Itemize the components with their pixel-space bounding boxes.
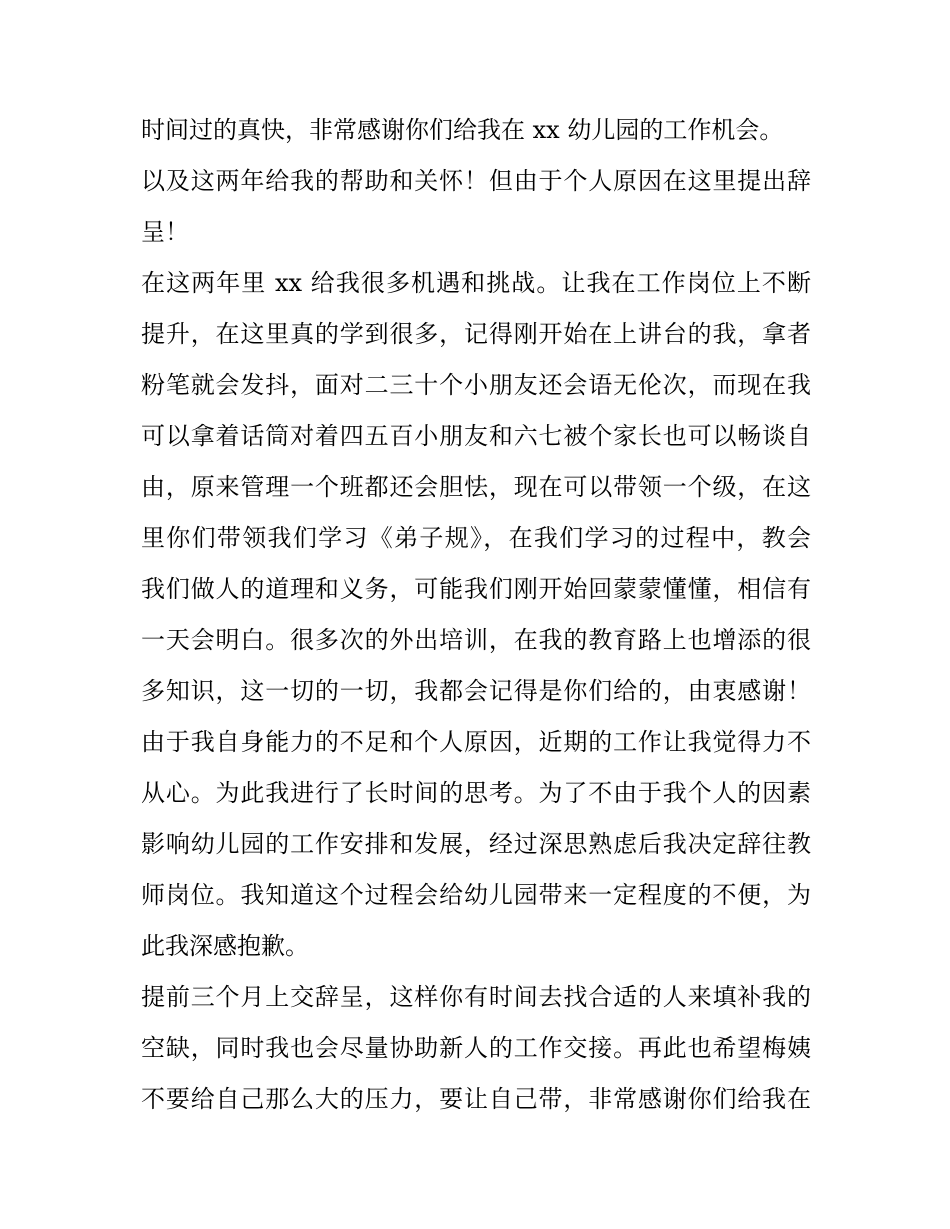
text-line-2: 以及这两年给我的帮助和关怀！但由于个人原因在这里提出辞 (141, 167, 811, 195)
text-line-19: 空缺，同时我也会尽量协助新人的工作交接。再此也希望梅姨 (141, 1034, 811, 1062)
text-line-14: 从心。为此我进行了长时间的思考。为了不由于我个人的因素 (141, 779, 811, 807)
text-line-5: 提升，在这里真的学到很多，记得刚开始在上讲台的我，拿者 (141, 320, 811, 348)
text-line-8: 由，原来管理一个班都还会胆怯，现在可以带领一个级，在这 (141, 473, 811, 501)
text-line-16: 师岗位。我知道这个过程会给幼儿园带来一定程度的不便，为 (141, 881, 811, 909)
text-line-18: 提前三个月上交辞呈，这样你有时间去找合适的人来填补我的 (141, 983, 811, 1011)
text-line-10: 我们做人的道理和义务，可能我们刚开始回蒙蒙懂懂，相信有 (141, 575, 811, 603)
letter-body (141, 105, 811, 1125)
text-line-12: 多知识，这一切的一切，我都会记得是你们给的，由衷感谢！ (141, 677, 811, 705)
text-line-11: 一天会明白。很多次的外出培训，在我的教育路上也增添的很 (141, 626, 811, 654)
text-line-20: 不要给自己那么大的压力，要让自己带，非常感谢你们给我在 (141, 1085, 811, 1113)
text-line-6: 粉笔就会发抖，面对二三十个小朋友还会语无伦次，而现在我 (141, 371, 811, 399)
text-line-3: 呈！ (141, 218, 189, 246)
text-line-13: 由于我自身能力的不足和个人原因，近期的工作让我觉得力不 (141, 728, 811, 756)
text-line-17: 此我深感抱歉。 (141, 932, 309, 960)
text-line-9: 里你们带领我们学习《弟子规》，在我们学习的过程中，教会 (141, 524, 811, 552)
text-line-15: 影响幼儿园的工作安排和发展，经过深思熟虑后我决定辞往教 (141, 830, 811, 858)
text-line-7: 可以拿着话筒对着四五百小朋友和六七被个家长也可以畅谈自 (141, 422, 811, 450)
text-line-4: 在这两年里 xx 给我很多机遇和挑战。让我在工作岗位上不断 (141, 269, 811, 297)
text-line-1: 时间过的真快，非常感谢你们给我在 xx 幼儿园的工作机会。 (141, 116, 784, 144)
